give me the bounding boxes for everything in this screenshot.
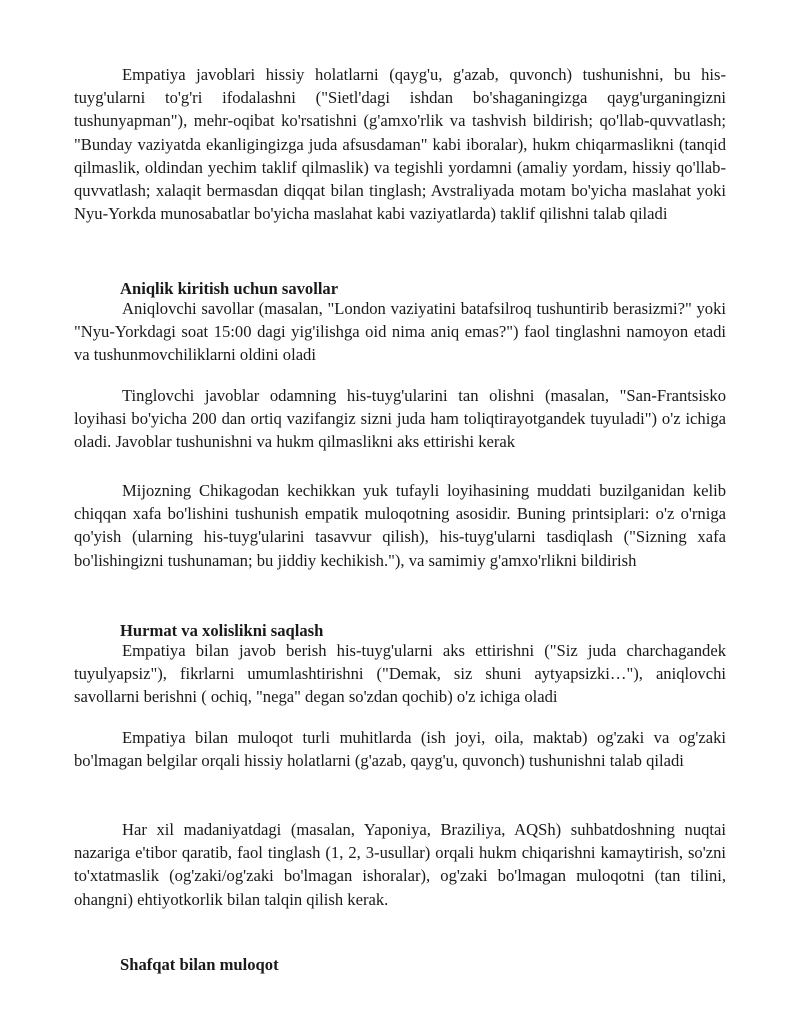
paragraph-cultural-perspective: Har xil madaniyatdagi (masalan, Yaponiya, Braziliya, AQSh) suhbatdoshning nuqtai nazariga e'tibor qaratib, faol tinglash (1, 2, 3-usullar) orqali hukm chiqarishni kamaytirish, so'zni to'xtatmaslik (og'zaki/og'zaki bo'lmagan ishoralar), og'zaki bo'lmagan muloqotni (tan tilini, ohangni) ehtiyotkorlik bilan talqin qilish kerak. [74,820,726,909]
heading-respect-objectivity: Hurmat va xolislikni saqlash [120,621,324,640]
paragraph-empathy-responses: Empatiya javoblari hissiy holatlarni (qayg'u, g'azab, quvonch) tushunishni, bu his-tuyg'ularni to'g'ri ifodalashni ("Sietl'dagi ishdan bo'shaganingizga qayg'urganingizni tushunyapman"), mehr-oqibat ko'rsatishni (g'amxo'rlik va tashvish bildirish; qo'llab-quvvatlash; "Bunday vaziyatda ekanligingizga juda afsusdaman" kabi iboralar), hukm chiqarmaslikni (tanqid qilmaslik, oldindan yechim taklif qilmaslik) va tegishli yordamni (amaliy yordam, hissiy qo'llab-quvvatlash; xalaqit bermasdan diqqat bilan tinglash; Avstraliyada motam bo'yicha maslahat yoki Nyu-Yorkda munosabatlar bo'yicha maslahat kabi vaziyatlarda) taklif qilishni talab qiladi [74,65,726,224]
paragraph-clarifying-questions: Aniqlovchi savollar (masalan, "London vaziyatini batafsilroq tushuntirib berasizmi?" yoki "Nyu-Yorkdagi soat 15:00 dagi yig'ilishga oid nima aniq emas?") faol tinglashni namoyon etadi va tushunmovchiliklarni oldini oladi [74,299,726,365]
paragraph-empathetic-communication: Empatiya bilan muloqot turli muhitlarda (ish joyi, oila, maktab) og'zaki va og'zaki bo'lmagan belgilar orqali hissiy holatlarni (g'azab, qayg'u, quvonch) tushunishni talab qiladi [74,728,726,771]
paragraph-listener-responses: Tinglovchi javoblar odamning his-tuyg'ularini tan olishni (masalan, "San-Frantsisko loyihasi bo'yicha 200 dan ortiq vazifangiz sizni juda ham toliqtirayotgandek tuyuladi") o'z ichiga oladi. Javoblar tushunishni va hukm qilmaslikni aks ettirishi kerak [74,386,726,452]
heading-clarifying-questions: Aniqlik kiritish uchun savollar [120,279,339,298]
paragraph-client-frustration: Mijozning Chikagodan kechikkan yuk tufayli loyihasining muddati buzilganidan kelib chiqqan xafa bo'lishini tushunish empatik muloqotning asosidir. Buning printsiplari: o'z o'rniga qo'yish (ularning his-tuyg'ularini tasavvur qilish), his-tuyg'ularni tasdiqlash ("Sizning xafa bo'lishingizni tushunaman; bu jiddiy kechikish."), va samimiy g'amxo'rlikni bildirish [74,481,726,570]
paragraph-empathetic-answers: Empatiya bilan javob berish his-tuyg'ularni aks ettirishni ("Siz juda charchagandek tuyulyapsiz"), fikrlarni umumlashtirishni ("Demak, siz shuni aytyapsizki…"), aniqlovchi savollarni berishni ( ochiq, "nega" degan so'zdan qochib) o'z ichiga oladi [74,641,726,707]
heading-compassionate-communication: Shafqat bilan muloqot [120,955,279,974]
